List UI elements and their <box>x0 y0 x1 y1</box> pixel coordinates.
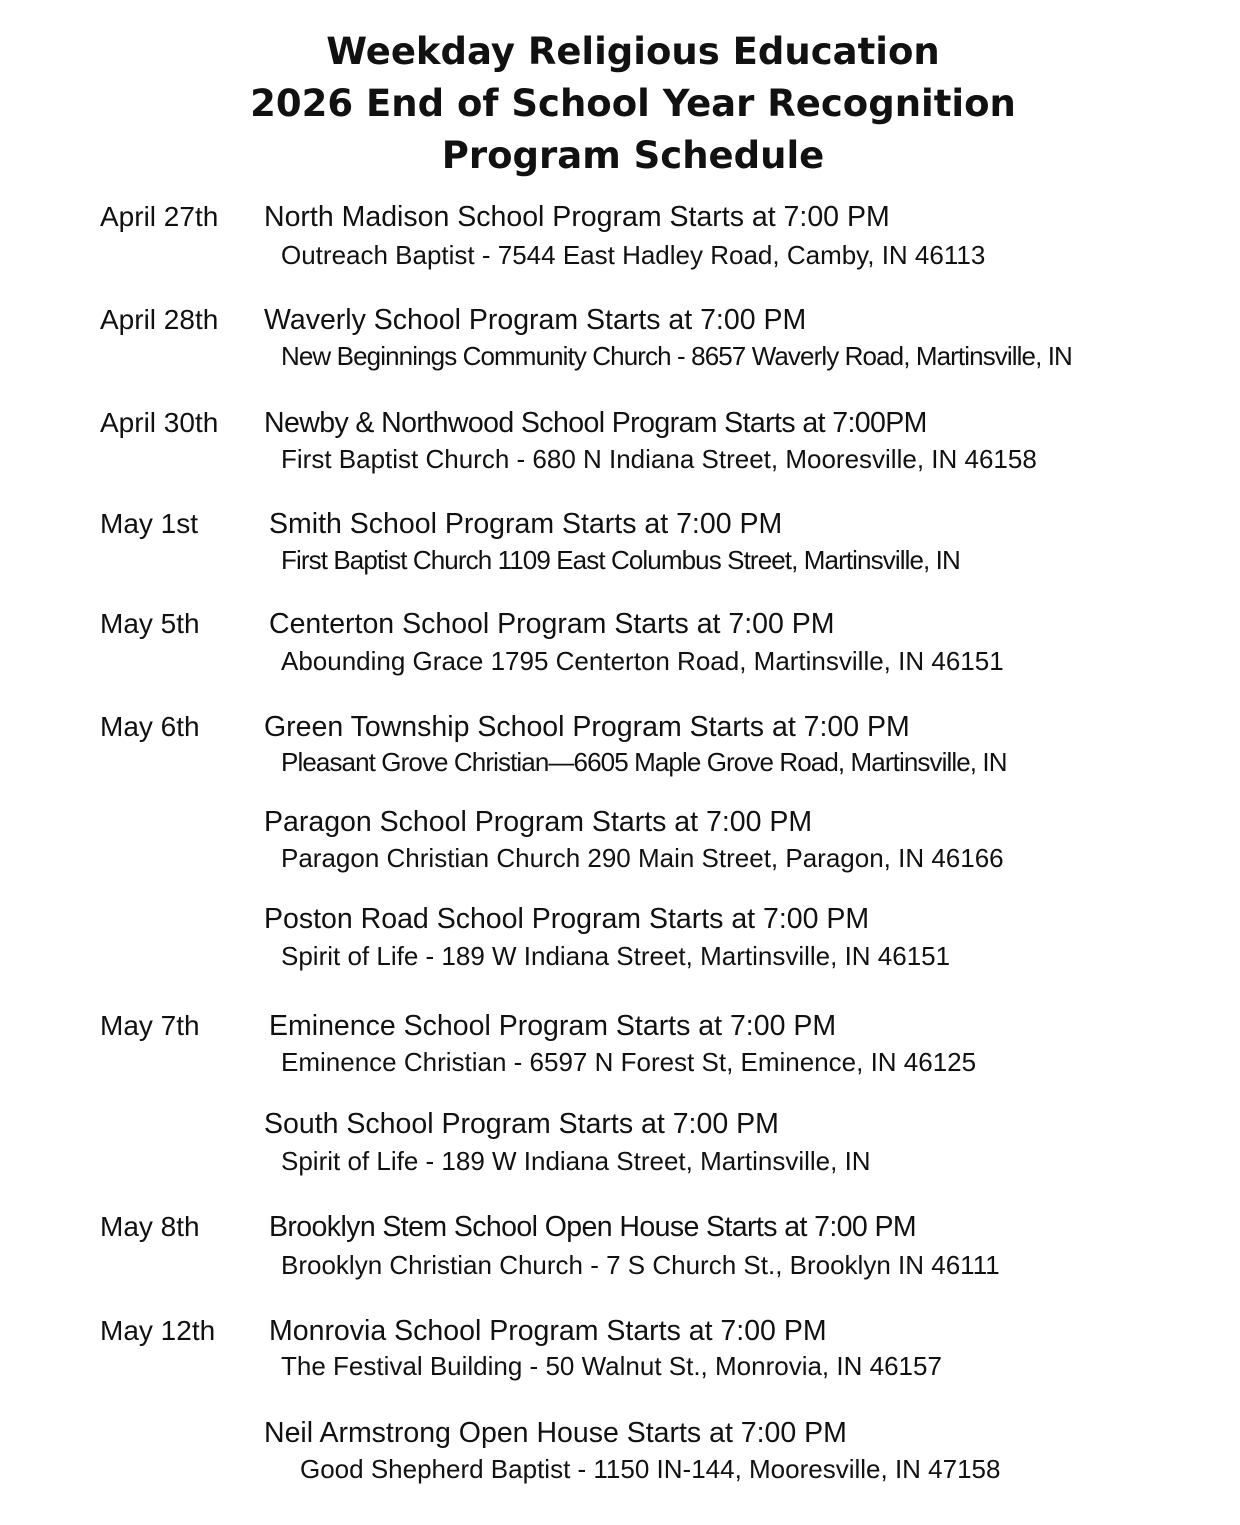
event-date: May 8th <box>100 1211 200 1242</box>
event-date: May 5th <box>100 608 200 639</box>
event-date: April 28th <box>100 304 219 335</box>
title-line-2: 2026 End of School Year Recognition <box>250 82 1016 125</box>
event-program: Poston Road School Program Starts at 7:00 PM <box>264 903 870 935</box>
event-program: Eminence School Program Starts at 7:00 PM <box>269 1010 837 1042</box>
event-date: April 27th <box>100 201 219 232</box>
event-program: Waverly School Program Starts at 7:00 PM <box>264 304 807 336</box>
event-address: Outreach Baptist - 7544 East Hadley Road, Camby, IN 46113 <box>281 240 986 270</box>
event-address: The Festival Building - 50 Walnut St., Monrovia, IN 46157 <box>281 1351 942 1381</box>
event-program: Monrovia School Program Starts at 7:00 PM <box>269 1315 827 1347</box>
event-program: Smith School Program Starts at 7:00 PM <box>269 508 783 540</box>
title-line-3: Program Schedule <box>441 134 825 177</box>
event-address: New Beginnings Community Church - 8657 Waverly Road, Martinsville, IN <box>281 341 1072 371</box>
event-date: May 12th <box>100 1315 216 1346</box>
event-address: Abounding Grace 1795 Centerton Road, Martinsville, IN 46151 <box>281 646 1004 676</box>
title-line-1: Weekday Religious Education <box>326 30 940 73</box>
event-address: Brooklyn Christian Church - 7 S Church St., Brooklyn IN 46111 <box>281 1250 1000 1280</box>
event-address: Good Shepherd Baptist - 1150 IN-144, Mooresville, IN 47158 <box>300 1454 1001 1484</box>
event-address: Spirit of Life - 189 W Indiana Street, Martinsville, IN <box>281 1146 871 1176</box>
event-address: Pleasant Grove Christian—6605 Maple Grove Road, Martinsville, IN <box>281 747 1007 777</box>
event-address: Spirit of Life - 189 W Indiana Street, Martinsville, IN 46151 <box>281 941 951 971</box>
event-program: Newby & Northwood School Program Starts at 7:00PM <box>264 407 927 439</box>
event-program: Green Township School Program Starts at 7:00 PM <box>264 711 910 743</box>
event-address: Paragon Christian Church 290 Main Street, Paragon, IN 46166 <box>281 843 1004 873</box>
event-program: Brooklyn Stem School Open House Starts at 7:00 PM <box>269 1211 917 1243</box>
event-program: Neil Armstrong Open House Starts at 7:00 PM <box>264 1417 847 1449</box>
event-address: First Baptist Church 1109 East Columbus Street, Martinsville, IN <box>281 545 960 575</box>
event-date: May 6th <box>100 711 200 742</box>
event-date: May 7th <box>100 1010 200 1041</box>
event-program: Centerton School Program Starts at 7:00 PM <box>269 608 835 640</box>
event-address: First Baptist Church - 680 N Indiana Street, Mooresville, IN 46158 <box>281 444 1037 474</box>
event-program: South School Program Starts at 7:00 PM <box>264 1108 779 1140</box>
event-program: North Madison School Program Starts at 7:00 PM <box>264 201 890 233</box>
event-date: May 1st <box>100 508 199 539</box>
event-program: Paragon School Program Starts at 7:00 PM <box>264 806 813 838</box>
event-date: April 30th <box>100 407 219 438</box>
event-address: Eminence Christian - 6597 N Forest St, Eminence, IN 46125 <box>281 1047 977 1077</box>
document-title <box>0 26 1240 182</box>
